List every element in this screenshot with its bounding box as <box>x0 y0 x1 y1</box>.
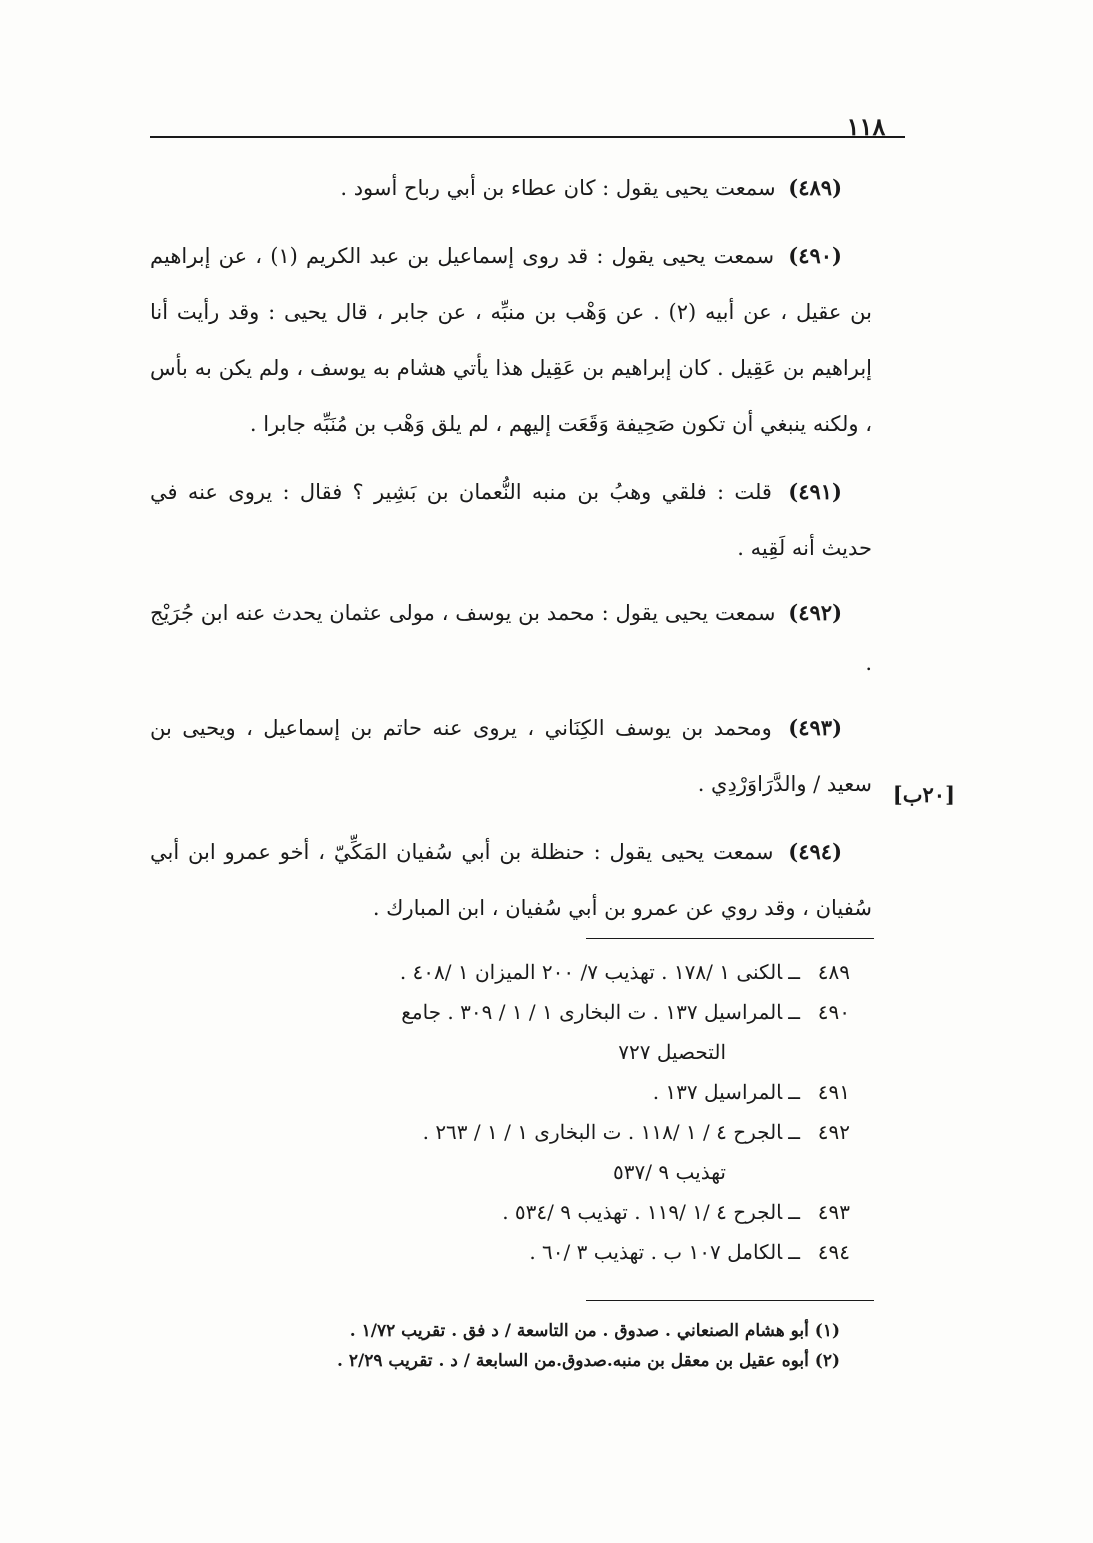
paragraph-490 <box>150 228 872 452</box>
paragraph-494 <box>150 824 872 936</box>
footnotes-rule <box>586 1300 874 1301</box>
reference-dash: ــ <box>788 1000 800 1024</box>
header-rule <box>150 136 905 138</box>
paragraph-number: (٤٩٤) <box>788 839 842 864</box>
reference-number: ٤٩٢ <box>817 1120 850 1144</box>
paragraph-text: سمعت يحيى يقول : كان عطاء بن أبي رباح أسود . <box>340 176 776 200</box>
footnote-1: (١) أبو هشام الصنعاني . صدوق . من التاسعة / د فق . تقريب ١/٧٢ . <box>349 1321 840 1341</box>
reference-text: الجرح ٤ /١ /١١٩ . تهذيب ٩ /٥٣٤ . <box>502 1200 783 1224</box>
paragraph-text: سمعت يحيى يقول : قد روى إسماعيل بن عبد الكريم (١) ، عن إبراهيم بن عقيل ، عن أبيه (٢) . عن وَهْب بن منبِّه ، عن جابر ، قال يحيى : وقد رأيت أنا إبراهيم بن عَقِيل . كان إبراهيم بن عَقِيل هذا يأتي هشام به يوسف ، ولم يكن به بأس ، ولكنه ينبغي أن تكون صَحِيفة وَقَعَت إليهم ، لم يلق وَهْب بن مُنَبِّه جابرا . <box>150 244 872 436</box>
references-rule <box>586 938 874 939</box>
reference-continuation: التحصيل ٧٢٧ <box>618 1040 726 1064</box>
paragraph-number: (٤٩٠) <box>788 243 842 268</box>
reference-item <box>150 1112 850 1192</box>
paragraph-text: قلت : فلقي وهبُ بن منبه النُّعمان بن بَشِير ؟ فقال : يروى عنه في حديث أنه لَقِيه . <box>150 480 872 560</box>
reference-number: ٤٩١ <box>817 1080 850 1104</box>
reference-item <box>150 1072 850 1112</box>
reference-text: المراسيل ١٣٧ . ت البخارى ١ / ١ / ٣٠٩ . جامع <box>401 1000 783 1024</box>
reference-number: ٤٩٠ <box>817 1000 850 1024</box>
reference-dash: ــ <box>788 960 800 984</box>
references-list <box>150 952 850 1272</box>
reference-text: الكامل ١٠٧ ب . تهذيب ٣ /٦٠ . <box>529 1240 783 1264</box>
main-text <box>150 160 872 948</box>
reference-text: الجرح ٤ / ١ /١١٨ . ت البخارى ١ / ١ / ٢٦٣ . <box>422 1120 783 1144</box>
reference-item <box>150 1232 850 1272</box>
paragraph-text: سمعت يحيى يقول : حنظلة بن أبي سُفيان المَكِّيّ ، أخو عمرو ابن أبي سُفيان ، وقد روي عن عمرو بن أبي سُفيان ، ابن المبارك . <box>150 840 872 920</box>
reference-text: الكنى ١ /١٧٨ . تهذيب ٧/ ٢٠٠ الميزان ١ /٤٠٨ . <box>399 960 783 984</box>
footnotes <box>140 1316 840 1376</box>
reference-continuation: تهذيب ٩ /٥٣٧ <box>613 1160 726 1184</box>
reference-number: ٤٩٤ <box>817 1240 850 1264</box>
paragraph-number: (٤٩٣) <box>788 715 842 740</box>
reference-item <box>150 992 850 1072</box>
paragraph-493 <box>150 700 872 812</box>
paragraph-number: (٤٩٢) <box>788 600 842 625</box>
paragraph-text: سمعت يحيى يقول : محمد بن يوسف ، مولى عثمان يحدث عنه ابن جُرَيْج . <box>150 601 872 675</box>
reference-item <box>150 1192 850 1232</box>
reference-dash: ــ <box>788 1240 800 1264</box>
reference-dash: ــ <box>788 1200 800 1224</box>
footnote-2: (٢) أبوه عقيل بن معقل بن منبه.صدوق.من السابعة / د . تقريب ٢/٢٩ . <box>337 1351 840 1371</box>
reference-number: ٤٨٩ <box>817 960 850 984</box>
folio-margin-note: [٢٠ب] <box>892 782 955 807</box>
paragraph-489 <box>150 160 872 216</box>
reference-dash: ــ <box>788 1120 800 1144</box>
paragraph-491 <box>150 464 872 576</box>
paragraph-number: (٤٨٩) <box>788 175 842 200</box>
page-number: ١١٨ <box>846 112 886 141</box>
reference-text: المراسيل ١٣٧ . <box>652 1080 783 1104</box>
reference-dash: ــ <box>788 1080 800 1104</box>
paragraph-number: (٤٩١) <box>788 479 842 504</box>
paragraph-492 <box>150 588 872 688</box>
reference-item <box>150 952 850 992</box>
reference-number: ٤٩٣ <box>817 1200 850 1224</box>
paragraph-text: ومحمد بن يوسف الكِنَاني ، يروى عنه حاتم بن إسماعيل ، ويحيى بن سعيد / والدَّرَاوَرْدِي . <box>150 716 872 796</box>
